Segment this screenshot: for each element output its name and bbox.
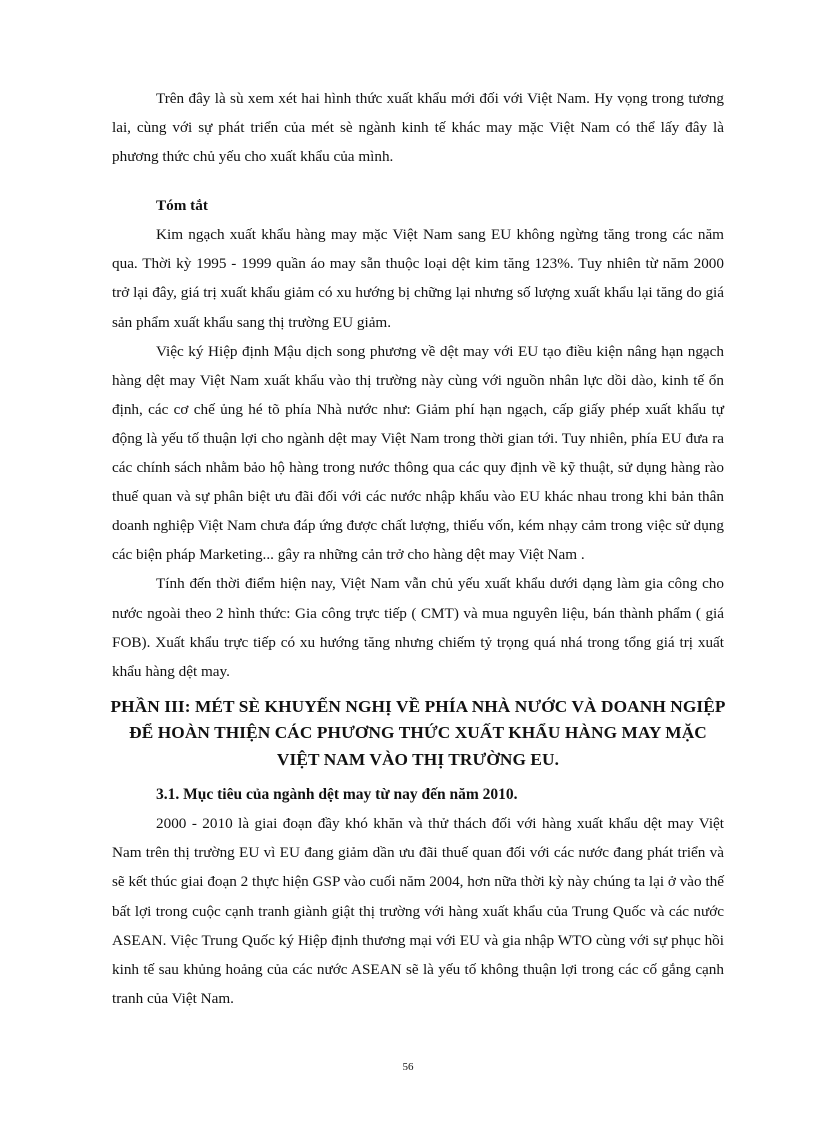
intro-paragraph: Trên đây là sù xem xét hai hình thức xuất khẩu mới đối với Việt Nam. Hy vọng trong tương lai, cùng với sự phát triển của mét sè ngành kinh tế khác may mặc Việt Nam có thể lấy đây là phương thức chủ yếu cho xuất khẩu của mình. [112, 90, 724, 166]
part-heading: PHẦN III: MÉT SÈ KHUYẾN NGHỊ VỀ PHÍA NHÀ NƯỚC VÀ DOANH NGIỆP ĐỂ HOÀN THIỆN CÁC PHƯƠNG THỨC XUẤT KHẨU HÀNG MAY MẶC VIỆT NAM VÀO THỊ TRƯỜNG EU. [110, 696, 726, 769]
summary-paragraph-2: Việc ký Hiệp định Mậu dịch song phương về dệt may với EU tạo điều kiện nâng hạn ngạch hàng dệt may Việt Nam xuất khẩu vào thị trường này cùng với nguồn nhân lực dồi dào, kinh tế ổn định, các cơ chế ủng hé tõ phía Nhà nước như: Giảm phí hạn ngạch, cấp giấy phép xuất khẩu tự động là yếu tố thuận lợi cho ngành dệt may Việt Nam trong thời gian tới. Tuy nhiên, phía EU đưa ra các chính sách nhằm bảo hộ hàng trong nước thông qua các quy định về kỹ thuật, sử dụng hàng rào thuế quan và sự phân biệt ưu đãi đối với các nước nhập khẩu vào EU khác nhau trong khi bản thân doanh nghiệp Việt Nam chưa đáp ứng được chất lượng, thiếu vốn, kém nhạy cảm trong việc sử dụng các biện pháp Marketing... gây ra những cản trở cho hàng dệt may Việt Nam . [112, 342, 724, 564]
section-heading: 3.1. Mục tiêu của ngành dệt may từ nay đến năm 2010. [156, 786, 518, 804]
page-number: 56 [402, 1061, 414, 1073]
summary-heading: Tóm tắt [156, 197, 208, 215]
section-paragraph: 2000 - 2010 là giai đoạn đầy khó khăn và thử thách đối với hàng xuất khẩu dệt may Việt Nam trên thị trường EU vì EU đang giảm dần ưu đãi thuế quan đối với các nước đang phát triển và sẽ kết thúc giai đoạn 2 thực hiện GSP vào cuối năm 2004, hơn nữa thời kỳ này chúng ta lại ở vào thế bất lợi trong cuộc cạnh tranh giành giật thị trường với hàng xuất khẩu của Trung Quốc và các nước ASEAN. Việc Trung Quốc ký Hiệp định thương mại với EU và gia nhập WTO cùng với sự phục hồi kinh tế sau khủng hoảng của các nước ASEAN sẽ là yếu tố không thuận lợi trong các cố gắng cạnh tranh của Việt Nam. [112, 815, 724, 1007]
summary-paragraph-3: Tính đến thời điểm hiện nay, Việt Nam vẫn chủ yếu xuất khẩu dưới dạng làm gia công cho nước ngoài theo 2 hình thức: Gia công trực tiếp ( CMT) và mua nguyên liệu, bán thành phẩm ( giá FOB). Xuất khẩu trực tiếp có xu hướng tăng nhưng chiếm tỷ trọng quá nhá trong tổng giá trị xuất khẩu hàng dệt may. [112, 575, 724, 680]
summary-paragraph-1: Kim ngạch xuất khẩu hàng may mặc Việt Nam sang EU không ngừng tăng trong các năm qua. Thời kỳ 1995 - 1999 quần áo may sẵn thuộc loại dệt kim tăng 123%. Tuy nhiên từ năm 2000 trở lại đây, giá trị xuất khẩu giảm có xu hướng bị chững lại nhưng số lượng xuất khẩu lại tăng do giá sản phẩm xuất khẩu sang thị trường EU giảm. [112, 226, 724, 331]
page-body [112, 84, 724, 1013]
